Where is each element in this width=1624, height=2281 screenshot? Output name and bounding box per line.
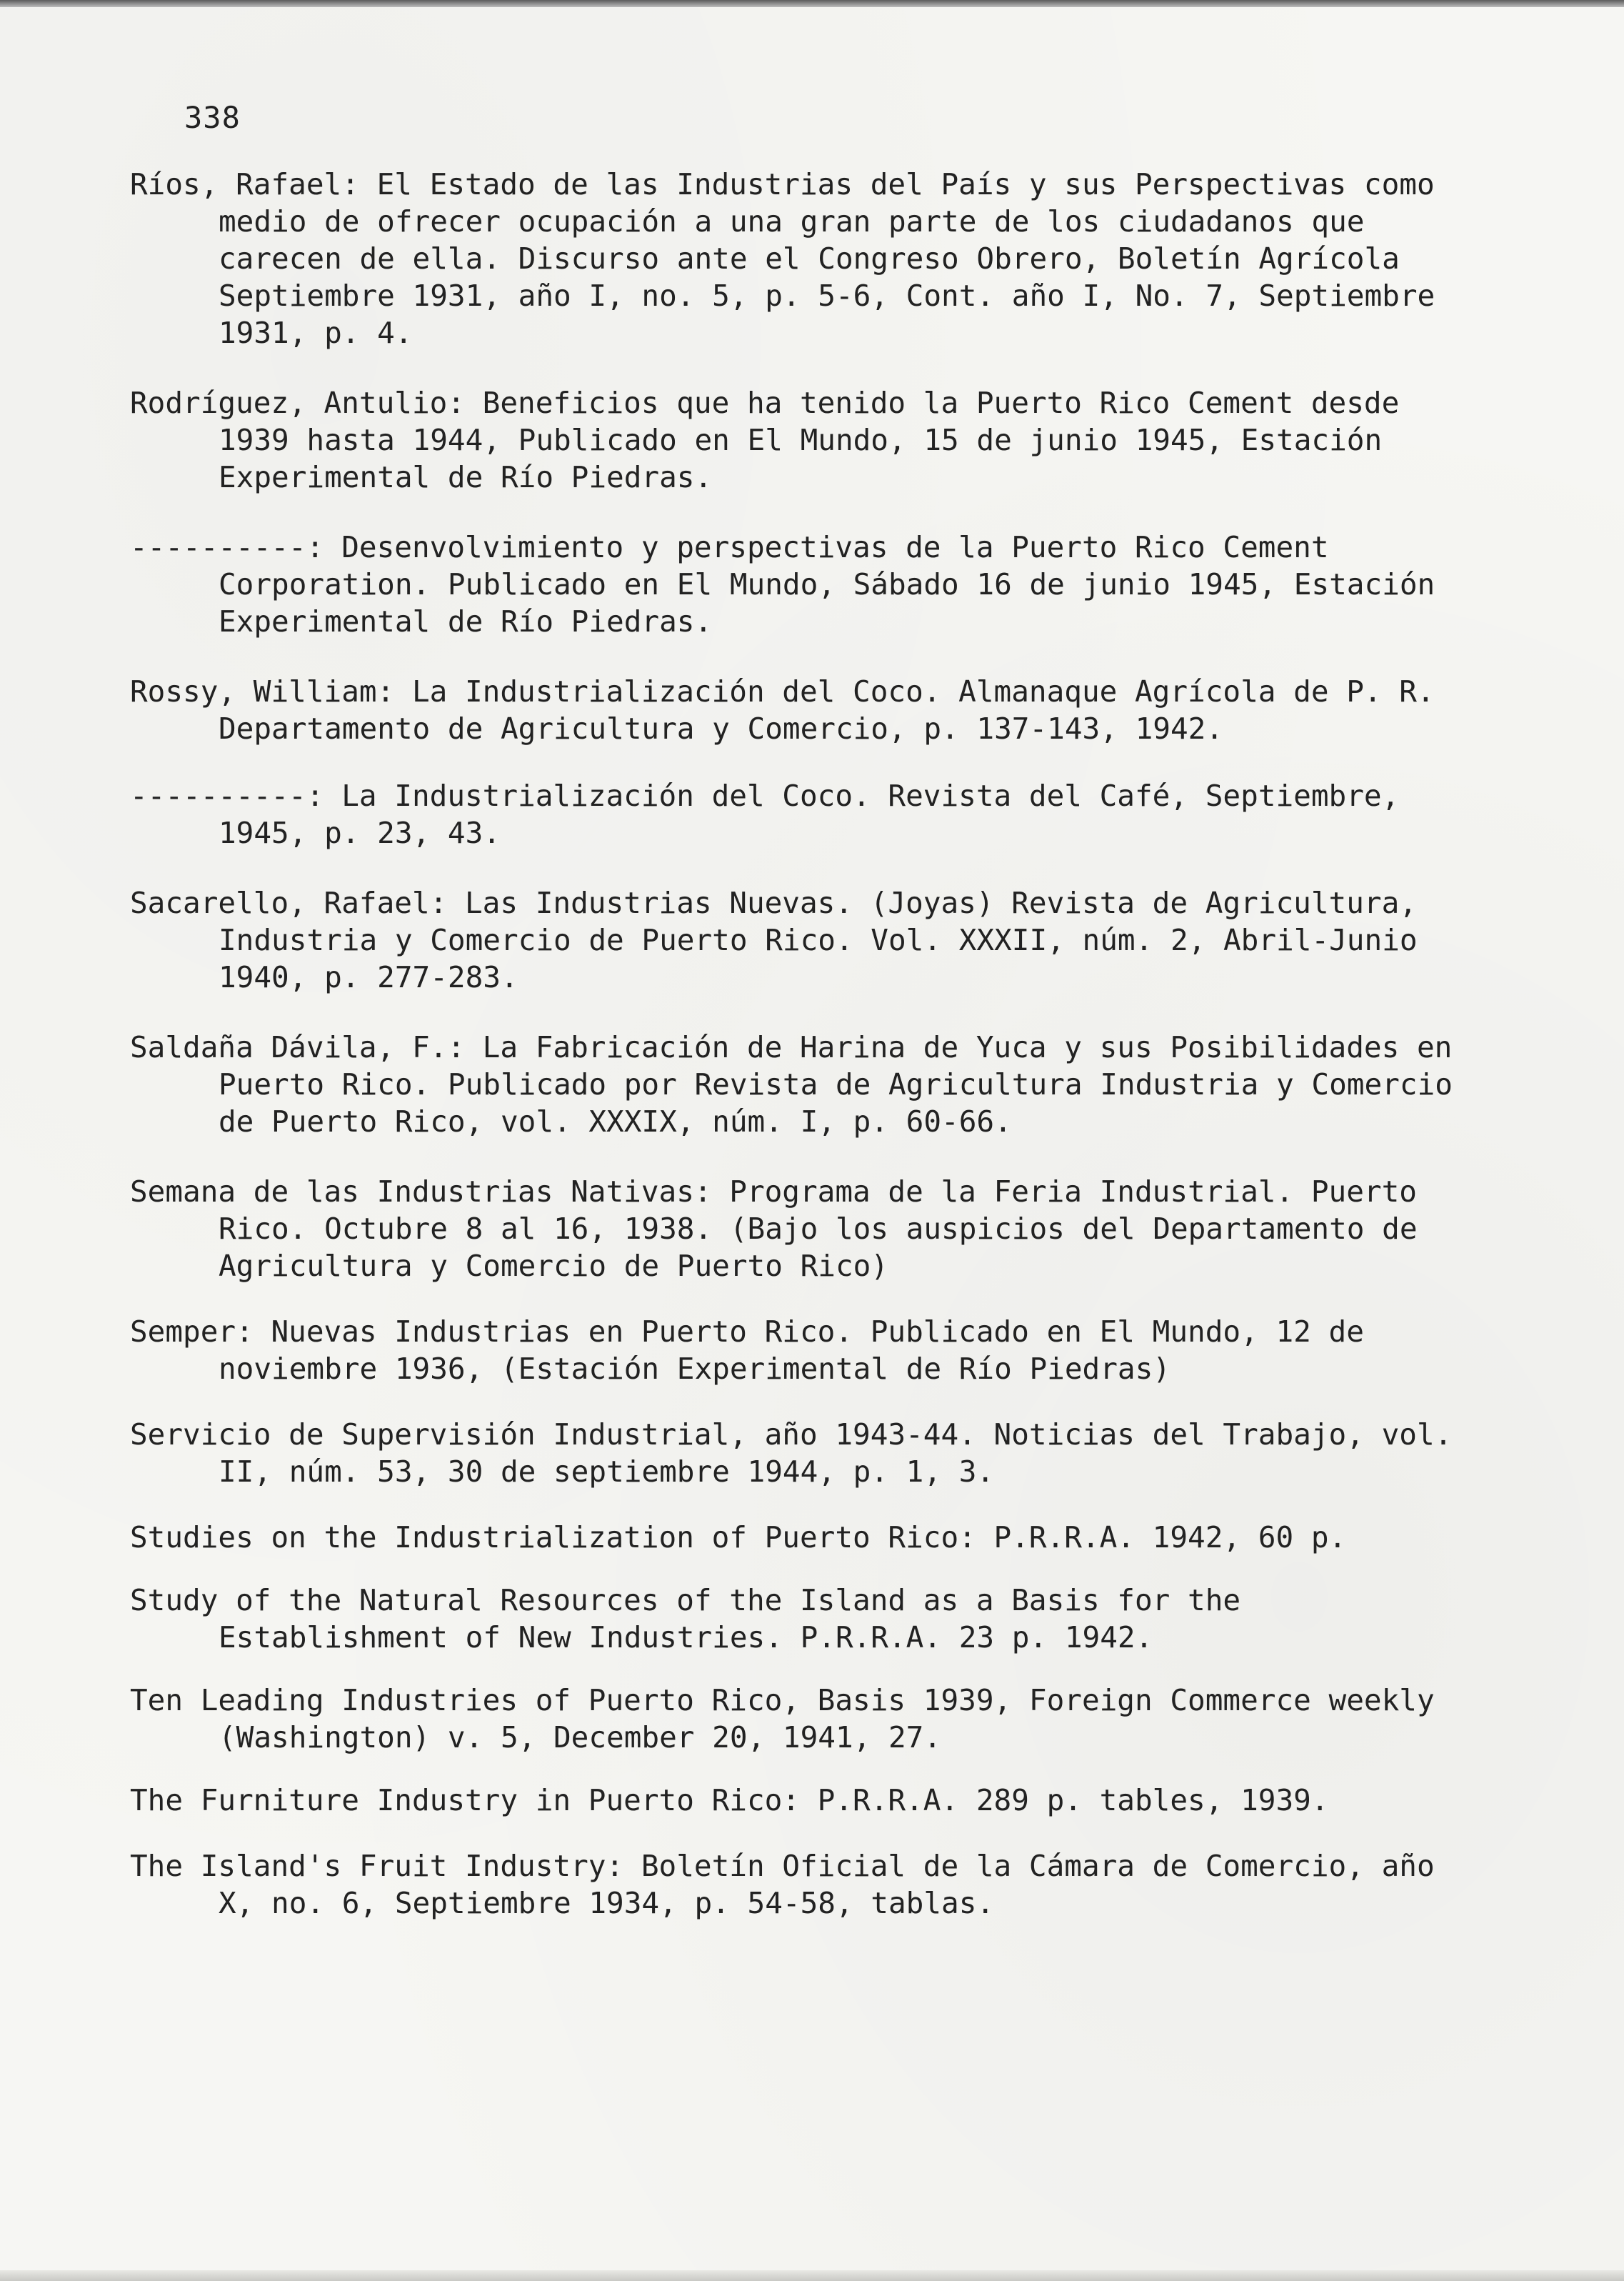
bibliography-entry: Study of the Natural Resources of the Island as a Basis for the Establishment of New Industries. P.R.R.A. 23 p. 1942.: [130, 1583, 1258, 1654]
bibliography-entry: The Island's Fruit Industry: Boletín Oficial de la Cámara de Comercio, año X, no. 6, Septiembre 1934, p. 54-58, tablas.: [130, 1849, 1453, 1920]
bibliography-entry: ----------: Desenvolvimiento y perspectivas de la Puerto Rico Cement Corporation. Publicado en El Mundo, Sábado 16 de junio 1945, Estación Experimental de Río Piedras.: [130, 530, 1453, 639]
bibliography-entry: Servicio de Supervisión Industrial, año 1943-44. Noticias del Trabajo, vol. II, núm. 53, 30 de septiembre 1944, p. 1, 3.: [130, 1417, 1470, 1489]
bibliography-list: [130, 166, 1470, 1922]
bibliography-entry: Saldaña Dávila, F.: La Fabricación de Harina de Yuca y sus Posibilidades en Puerto Rico. Publicado por Revista de Agricultura Industria y Comercio de Puerto Rico, vol. XXXIX, núm. I, p. 60-66.: [130, 1030, 1470, 1139]
bibliography-entry: Sacarello, Rafael: Las Industrias Nuevas. (Joyas) Revista de Agricultura, Industria y Comercio de Puerto Rico. Vol. XXXII, núm. 2, Abril-Junio 1940, p. 277-283.: [130, 886, 1435, 994]
bibliography-entry: Semana de las Industrias Nativas: Programa de la Feria Industrial. Puerto Rico. Octubre 8 al 16, 1938. (Bajo los auspicios del Departamento de Agricultura y Comercio de Puerto Rico): [130, 1174, 1435, 1283]
bibliography-entry: Ten Leading Industries of Puerto Rico, Basis 1939, Foreign Commerce weekly (Washington) v. 5, December 20, 1941, 27.: [130, 1683, 1453, 1755]
bibliography-entry: Rossy, William: La Industrialización del Coco. Almanaque Agrícola de P. R. Departamento de Agricultura y Comercio, p. 137-143, 1942.: [130, 674, 1453, 746]
bibliography-entry: ----------: La Industrialización del Coco. Revista del Café, Septiembre, 1945, p. 23, 43.: [130, 779, 1417, 850]
bibliography-entry: Rodríguez, Antulio: Beneficios que ha tenido la Puerto Rico Cement desde 1939 hasta 1944, Publicado en El Mundo, 15 de junio 1945, Estación Experimental de Río Piedras.: [130, 386, 1417, 494]
bibliography-entry: Ríos, Rafael: El Estado de las Industrias del País y sus Perspectivas como medio de ofrecer ocupación a una gran parte de los ciudadanos que carecen de ella. Discurso ante el Congreso Obrero, Boletín Agrícola Septiembre 1931, año I, no. 5, p. 5-6, Cont. año I, No. 7, Septiembre 1931, p. 4.: [130, 167, 1453, 350]
page-top-edge: [0, 0, 1624, 7]
bibliography-entry: Studies on the Industrialization of Puerto Rico: P.R.R.A. 1942, 60 p.: [130, 1520, 1347, 1554]
bibliography-entry: Semper: Nuevas Industrias en Puerto Rico. Publicado en El Mundo, 12 de noviembre 1936, (Estación Experimental de Río Piedras): [130, 1314, 1382, 1386]
page-number: 338: [184, 100, 241, 135]
page-bottom-edge: [0, 2270, 1624, 2281]
bibliography-entry: The Furniture Industry in Puerto Rico: P.R.R.A. 289 p. tables, 1939.: [130, 1783, 1329, 1817]
